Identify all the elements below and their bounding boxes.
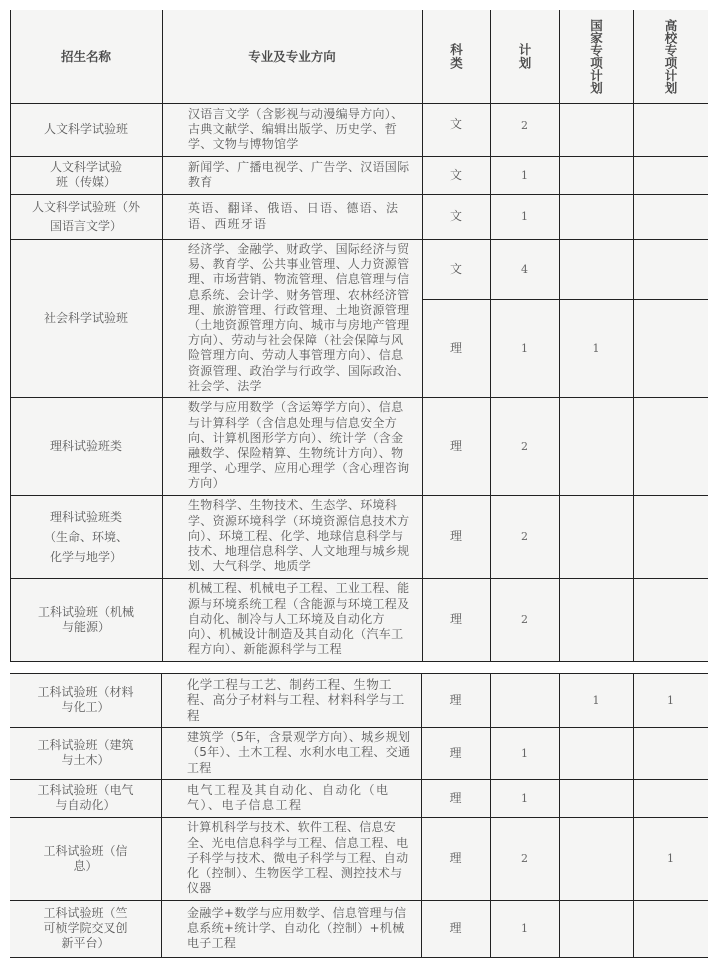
header-plan: 计划 — [517, 43, 532, 70]
row-1-category: 文 — [449, 117, 462, 131]
row-8-plan — [490, 673, 559, 727]
row-3-university — [633, 194, 708, 239]
row-1-national — [559, 103, 633, 156]
row-10-majors: 电气工程及其自动化、自动化（电气）、电子信息工程 — [187, 782, 390, 812]
row-4a-category: 文 — [449, 261, 462, 276]
row-2-name — [10, 156, 162, 194]
grid-line — [633, 673, 634, 957]
row-3-majors: 英语、翻译、俄语、日语、德语、法语、西班牙语 — [188, 201, 400, 231]
row-5-national — [559, 397, 633, 495]
row-6-name — [10, 495, 162, 578]
grid-line — [490, 673, 491, 957]
row-8-name — [10, 673, 161, 727]
row-3-plan: 1 — [521, 210, 528, 223]
row-4a-university — [633, 239, 708, 299]
row-2-national — [559, 156, 633, 194]
row-2-plan: 1 — [521, 168, 528, 182]
row-12-university — [633, 900, 708, 957]
row-10-name — [10, 779, 161, 817]
row-10-name-text: 工科试验班（电气与自动化） — [37, 783, 134, 812]
row-9-plan: 1 — [521, 746, 528, 760]
grid-line — [490, 10, 491, 661]
row-7-category: 理 — [449, 612, 462, 626]
grid-line — [421, 673, 422, 957]
row-7-plan: 2 — [521, 613, 528, 626]
row-10-plan: 1 — [521, 791, 528, 805]
header-national-special: 国家专项计划 — [588, 19, 604, 94]
row-12-plan: 1 — [521, 922, 528, 935]
grid-line — [10, 578, 708, 579]
row-12-category: 理 — [449, 921, 462, 935]
row-1-plan: 2 — [521, 119, 528, 132]
grid-line — [10, 727, 708, 728]
grid-line — [422, 299, 708, 300]
row-7-majors: 机械工程、机械电子工程、工业工程、能源与环境系统工程（含能源与环境工程及自动化、制冷与人工环境及自动化方向）、机械设计制造及其自动化（汽车工程方向）、新能源科学与工程 — [188, 581, 410, 657]
row-4-name: 社会科学试验班 — [43, 310, 128, 325]
row-9-national — [559, 727, 633, 779]
row-1-university — [633, 103, 708, 156]
row-9-university — [633, 727, 708, 779]
row-5-majors: 数学与应用数学（含运筹学方向）、信息与计算科学（含信息处理与信息安全方向、计算机图形学方向）、统计学（含金融数学、保险精算、生物统计方向）、物理学、心理学、应用心理学（含心理咨询方向） — [188, 400, 410, 491]
row-4b-university — [633, 299, 708, 397]
row-10-category: 理 — [449, 790, 462, 805]
row-11-majors: 计算机科学与技术、软件工程、信息安全、光电信息科学与工程、信息工程、电子科学与技术、微电子科学与工程、自动化（控制）、生物医学工程、测控技术与仪器 — [187, 820, 409, 896]
grid-line — [10, 10, 11, 661]
row-9-category: 理 — [449, 745, 462, 760]
grid-line — [10, 103, 708, 104]
row-12-national — [559, 900, 633, 957]
row-7-name — [10, 578, 162, 661]
row-3-name — [10, 194, 162, 239]
row-6-category: 理 — [449, 529, 462, 543]
row-6-university — [633, 495, 708, 578]
row-3-national — [559, 194, 633, 239]
row-5-category: 理 — [449, 438, 462, 453]
grid-line — [10, 957, 708, 958]
row-8-category: 理 — [449, 692, 462, 707]
row-9-name — [10, 727, 161, 779]
grid-line — [162, 10, 163, 661]
row-9-name-text: 工科试验班（建筑与土木） — [37, 738, 134, 767]
row-10-university — [633, 779, 708, 817]
grid-line — [559, 10, 560, 661]
row-11-name — [10, 817, 161, 900]
row-9-majors: 建筑学（5年，含景观学方向）、城乡规划（5年）、土木工程、水利水电工程、交通工程 — [187, 730, 411, 775]
header-name: 招生名称 — [60, 49, 111, 64]
row-6-majors: 生物科学、生物技术、生态学、环境科学、资源环境科学（环境资源信息技术方向）、环境工程、化学、地球信息科学与技术、地理信息科学、人文地理与城乡规划、大气科学、地质学 — [188, 498, 410, 574]
row-7-name-text: 工科试验班（机械与能源） — [37, 604, 134, 634]
row-2-majors: 新闻学、广播电视学、广告学、汉语国际教育 — [188, 159, 410, 189]
row-12-name-text: 工科试验班（竺可桢学院交叉创新平台） — [43, 906, 128, 950]
grid-line — [161, 673, 162, 957]
row-11-university: 1 — [667, 852, 674, 865]
row-2-university — [633, 156, 708, 194]
row-2-category: 文 — [449, 167, 462, 182]
row-10-national — [559, 779, 633, 817]
grid-line — [10, 495, 708, 496]
row-8-university: 1 — [667, 693, 674, 707]
row-4-majors: 经济学、金融学、财政学、国际经济与贸易、教育学、公共事业管理、人力资源管理、市场营销、物流管理、信息管理与信息系统、会计学、财务管理、农林经济管理、旅游管理、行政管理、土地资源管理（土地资源管理方向、城市与房地产管理方向）、劳动与社会保障（社会保障与风险管理方向、劳动人事管理方向）、信息资源管理、政治学与行政学、国际政治、社会学、法学 — [188, 241, 410, 393]
row-6-name-text: 理科试验班类（生命、环境、化学与地学） — [43, 509, 128, 564]
grid-line — [10, 661, 708, 662]
grid-line — [10, 397, 708, 398]
row-6-plan: 2 — [521, 530, 528, 543]
row-1-name: 人文科学试验班 — [43, 122, 128, 136]
row-4b-category: 理 — [449, 340, 462, 355]
row-5-plan: 2 — [521, 439, 528, 453]
header-university-special: 高校专项计划 — [663, 19, 678, 94]
row-7-university — [633, 578, 708, 661]
row-7-national — [559, 578, 633, 661]
header-category: 科类 — [448, 43, 464, 70]
row-8-majors: 化学工程与工艺、制药工程、生物工程、高分子材料与工程、材料科学与工程 — [187, 677, 405, 723]
grid-line — [10, 900, 708, 901]
grid-line — [422, 10, 423, 661]
row-11-category: 理 — [449, 851, 462, 865]
row-11-name-text: 工科试验班（信息） — [43, 843, 128, 873]
grid-line — [10, 194, 708, 195]
row-3-name-text: 人文科学试验班（外国语言文学） — [31, 199, 140, 233]
row-5-name: 理科试验班类 — [49, 438, 122, 453]
grid-line — [10, 817, 708, 818]
grid-line — [10, 779, 708, 780]
grid-line — [633, 10, 634, 661]
row-6-national — [559, 495, 633, 578]
row-11-plan: 2 — [521, 852, 528, 865]
row-11-national — [559, 817, 633, 900]
row-2-name-text: 人文科学试验班（传媒） — [49, 160, 122, 189]
header-majors: 专业及专业方向 — [248, 49, 336, 64]
row-12-name — [10, 900, 161, 957]
grid-line — [10, 673, 708, 674]
grid-line — [559, 673, 560, 957]
row-12-majors: 金融学+数学与应用数学、信息管理与信息系统+统计学、自动化（控制）+机械电子工程 — [187, 905, 407, 951]
row-4a-plan: 4 — [521, 262, 528, 276]
row-1-majors: 汉语言文学（含影视与动漫编导方向）、古典文献学、编辑出版学、历史学、哲学、文物与博物馆学 — [188, 106, 404, 152]
grid-line — [10, 156, 708, 157]
row-4b-national: 1 — [592, 341, 600, 355]
row-4b-plan: 1 — [521, 341, 528, 355]
row-8-national: 1 — [592, 693, 600, 707]
row-4a-national — [559, 239, 633, 299]
grid-line — [10, 239, 708, 240]
row-8-name-text: 工科试验班（材料与化工） — [37, 685, 134, 714]
row-3-category: 文 — [449, 209, 462, 223]
row-5-university — [633, 397, 708, 495]
